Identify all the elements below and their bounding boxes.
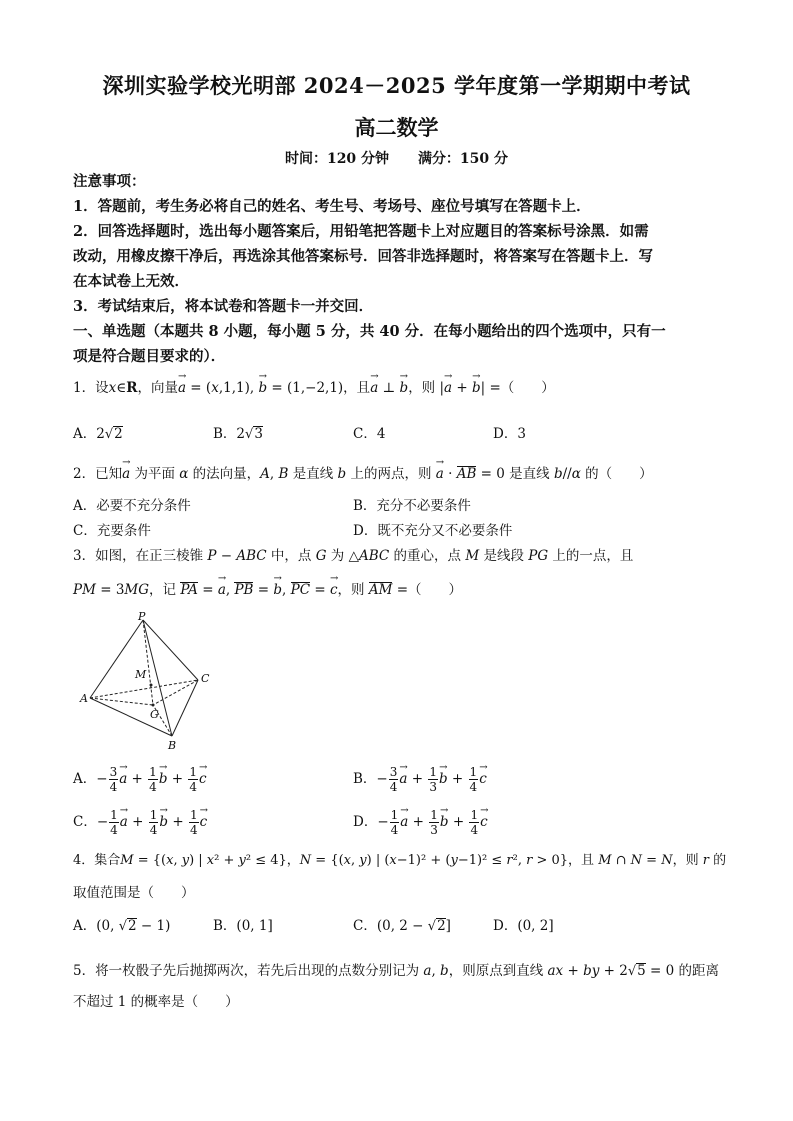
question-3-option-a: A．− $\frac{3}{4}$ → a + $\frac{1}{4}$ → b + $\frac{1}{4}$ → c: [73, 765, 207, 794]
section-1-line-2: 项是符合题目要求的）．: [73, 348, 226, 365]
notice-heading: 注意事项：: [73, 173, 146, 190]
notice-item-1: 1．答题前，考生务必将自己的姓名、考生号、考场号、座位号填写在答题卡上．: [73, 198, 591, 215]
question-1-option-a: A．2√2: [73, 426, 123, 442]
question-4-line-2: 取值范围是（ ）: [73, 885, 195, 901]
label-p: P: [138, 612, 146, 623]
notice-item-2-line-1: 2．回答选择题时，选出每小题答案后，用铅笔把答题卡上对应题目的答案标号涂黑．如需: [73, 223, 649, 240]
question-1-option-b: B．2√3: [213, 426, 263, 442]
question-2-option-d: D．既不充分又不必要条件: [353, 523, 513, 539]
question-5-line-1: 5．将一枚骰子先后抛掷两次，若先后出现的点数分别记为 a, b，则原点到直线 ax + by + 2√5 = 0 的距离: [73, 963, 720, 979]
pyramid-figure: [78, 612, 218, 752]
section-1-line-1: 一、单选题（本题共 8 小题，每小题 5 分，共 40 分．在每小题给出的四个选项中，只有一: [73, 323, 666, 340]
question-3-option-b: B．− $\frac{3}{4}$ → a + $\frac{1}{3}$ → b + $\frac{1}{4}$ → c: [353, 765, 487, 794]
question-5-line-2: 不超过 1 的概率是（ ）: [73, 994, 239, 1010]
question-4-option-d: D．(0, 2]: [493, 918, 554, 934]
question-2-option-c: C．充要条件: [73, 523, 151, 539]
label-c: C: [201, 672, 210, 685]
exam-time: 时间：120 分钟: [284, 151, 390, 167]
question-2-option-b: B．充分不必要条件: [353, 498, 471, 514]
question-2: 2．已知→ a 为平面 α 的法向量，A, B 是直线 b 上的两点，则 → a · AB = 0 是直线 b//α 的（ ）: [73, 464, 653, 484]
question-1-option-d: D．3: [493, 426, 526, 442]
question-3-line-2: PM = 3MG，记 PA = → a, PB = → b, PC = → c，则 AM =（ ）: [73, 580, 462, 600]
question-1-option-c: C．4: [353, 426, 386, 442]
question-1-lead: 1．设: [73, 380, 109, 396]
question-3-option-d: D．− $\frac{1}{4}$ → a + $\frac{1}{3}$ → b + $\frac{1}{4}$ → c: [353, 808, 488, 837]
label-g: G: [150, 708, 159, 721]
question-3-lead: 3．如图，在正三棱锥: [73, 548, 204, 564]
label-b: B: [168, 739, 177, 752]
question-4-option-c: C．(0, 2 − √2]: [353, 918, 451, 934]
question-3-option-c: C．− $\frac{1}{4}$ → a + $\frac{1}{4}$ → b + $\frac{1}{4}$ → c: [73, 808, 207, 837]
label-m: M: [135, 668, 147, 681]
question-3-line-1: 3．如图，在正三棱锥 P − ABC 中，点 G 为 △ABC 的重心，点 M 是线段 PG 上的一点，且: [73, 548, 634, 564]
question-4-lead: 4．集合: [73, 853, 121, 868]
question-4-option-b: B．(0, 1]: [213, 918, 273, 934]
exam-score: 满分：150 分: [417, 151, 509, 167]
notice-item-2-line-2: 改动，用橡皮擦干净后，再选涂其他答案标号．回答非选择题时，将答案写在答题卡上．写: [73, 248, 653, 265]
exam-subject: 高二数学: [354, 115, 439, 140]
exam-title: 深圳实验学校光明部 2024－2025 学年度第一学期期中考试: [102, 73, 691, 98]
question-1: 1．设x∈R，向量→ a = (x,1,1), → b = (1,−2,1)，且→ a ⊥ → b，则 |→ a + → b| =（ ）: [73, 378, 555, 398]
notice-item-2-line-3: 在本试卷上无效．: [73, 273, 189, 290]
label-a: A: [80, 692, 88, 705]
question-2-option-a: A．必要不充分条件: [73, 498, 191, 514]
exam-meta: [0, 148, 793, 168]
question-2-lead: 2．已知: [73, 466, 123, 482]
question-4-option-a: A．(0, √2 − 1): [73, 918, 171, 934]
question-4-line-1: 4．集合M = {(x, y) | x² + y² ≤ 4}，N = {(x, y) | (x−1)² + (y−1)² ≤ r², r > 0}，且 M ∩ N = N，则 r 的: [73, 853, 727, 868]
notice-item-3: 3．考试结束后，将本试卷和答题卡一并交回．: [73, 298, 374, 315]
